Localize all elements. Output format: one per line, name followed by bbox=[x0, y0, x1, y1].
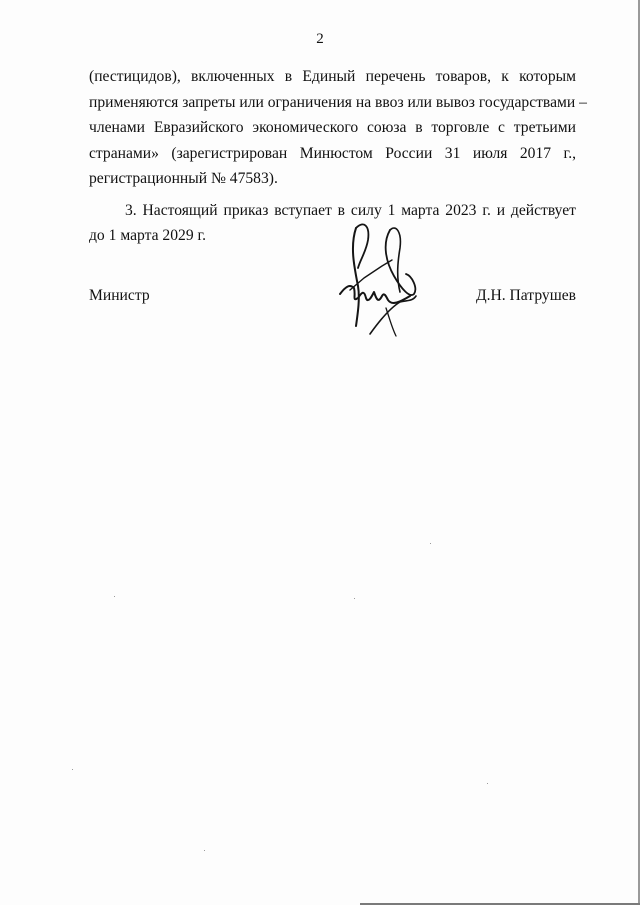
handwritten-signature bbox=[330, 216, 430, 346]
scan-speck bbox=[204, 850, 205, 851]
scan-speck bbox=[354, 598, 355, 599]
text-line: регистрационный № 47583). bbox=[89, 170, 278, 187]
text-line: до 1 марта 2029 г. bbox=[89, 227, 207, 244]
scan-speck bbox=[114, 596, 115, 597]
paragraph-continuation bbox=[89, 64, 587, 192]
signer-role: Министр bbox=[89, 287, 150, 304]
text-line: (пестицидов), включенных в Единый перечень товаров, к которым bbox=[89, 68, 576, 85]
page-number: 2 bbox=[316, 31, 324, 47]
scan-speck bbox=[430, 543, 431, 544]
scan-speck bbox=[72, 769, 73, 770]
text-line: странами» (зарегистрирован Минюстом России 31 июля 2017 г., bbox=[89, 144, 576, 162]
scan-speck bbox=[487, 783, 488, 784]
text-line: 3. Настоящий приказ вступает в силу 1 марта 2023 г. и действует bbox=[125, 201, 576, 219]
text-line: применяются запреты или ограничения на ввоз или вывоз государствами – bbox=[89, 93, 587, 111]
signer-name: Д.Н. Патрушев bbox=[475, 287, 576, 304]
text-line: членами Евразийского экономического союза в торговле с третьими bbox=[89, 119, 576, 136]
